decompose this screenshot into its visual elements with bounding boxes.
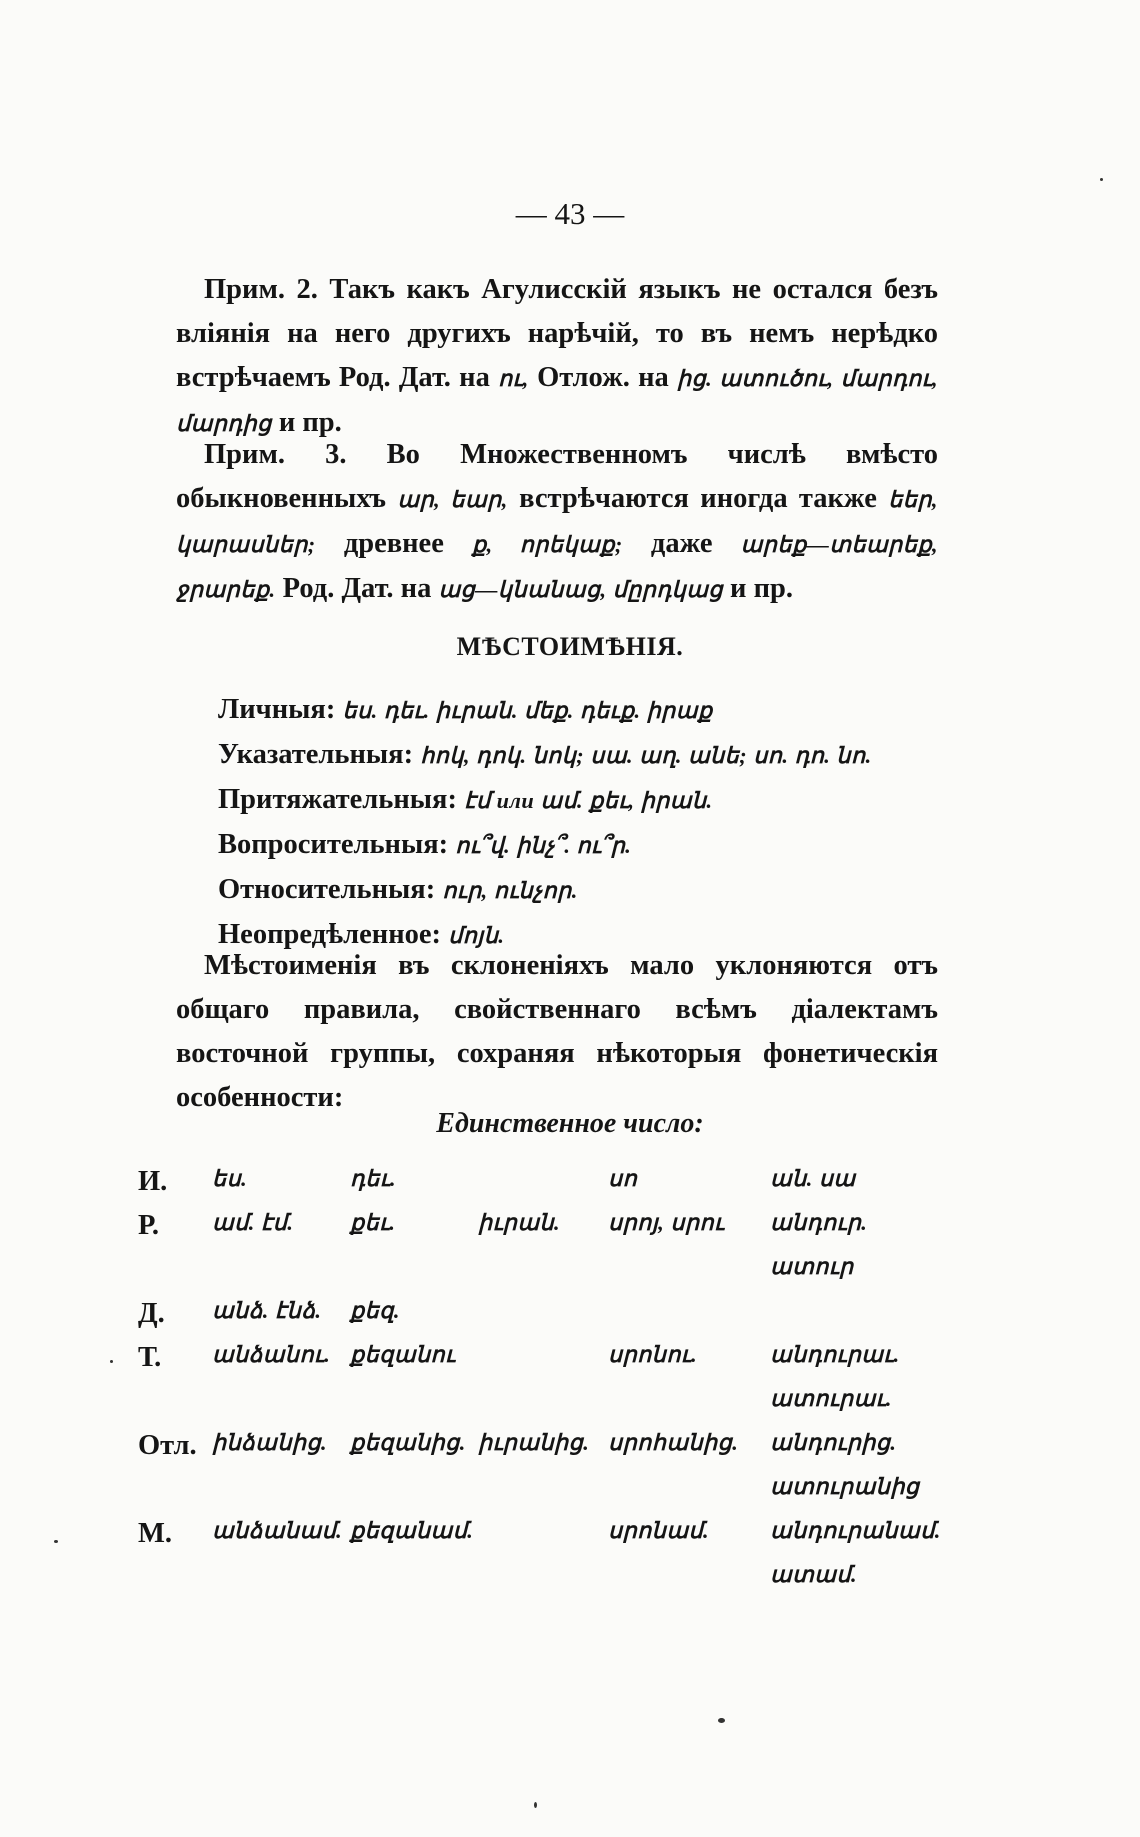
- note-2-armenian: ու,: [498, 366, 529, 391]
- note-2-label: Прим. 2.: [204, 274, 318, 305]
- case-label: Т.: [138, 1342, 162, 1373]
- table-cell: ամ. էմ.: [212, 1210, 294, 1235]
- pronoun-label: Указательныя:: [218, 739, 414, 770]
- note-3-armenian: եեր, կարասներ;: [176, 487, 938, 557]
- note-2-text: и пр.: [278, 407, 342, 438]
- print-speck: [1100, 178, 1103, 181]
- case-label: Р.: [138, 1210, 159, 1241]
- note-3-text: древнее: [343, 528, 444, 559]
- table-cell: անձ. էնձ.: [212, 1298, 322, 1323]
- pronoun-label: Личныя:: [218, 694, 336, 725]
- pronoun-forms: մոյն.: [448, 923, 505, 948]
- table-cell: սրոյ, սրու: [608, 1210, 725, 1235]
- note-3-text: Род. Дат. на: [282, 573, 432, 604]
- print-speck: [534, 1802, 537, 1808]
- intro-paragraph: [176, 944, 938, 1120]
- table-cell-variant: ատուրաւ.: [770, 1386, 892, 1411]
- pronoun-line: [218, 688, 938, 733]
- pronoun-label: Вопросительныя:: [218, 829, 449, 860]
- table-cell: ես.: [212, 1166, 248, 1191]
- print-speck: [718, 1718, 725, 1723]
- pronoun-forms: հոկ, դոկ. նոկ; սա. աղ. անե; սո. դո. նո.: [420, 743, 872, 768]
- pronoun-line: [218, 733, 938, 778]
- table-cell: անդուրանամ.: [770, 1518, 941, 1543]
- note-2-text: Такъ какъ Агулисскій языкъ не остался безъ вліянія на него другихъ нарѣчій, то въ немъ нерѣдко встрѣчаемъ Род. Дат. на: [176, 274, 938, 393]
- table-cell: ան. սա: [770, 1166, 856, 1191]
- pronoun-label: Относительныя:: [218, 874, 436, 905]
- pronoun-line: [218, 823, 938, 868]
- table-cell: անձանամ.: [212, 1518, 343, 1543]
- note-2-armenian: ից. ատուծու, մարդու, մարդից: [176, 366, 939, 436]
- table-cell-variant: ատուրանից: [770, 1474, 920, 1499]
- table-cell: քեզ.: [350, 1298, 400, 1323]
- table-cell: քեզանու: [350, 1342, 456, 1367]
- case-label: М.: [138, 1518, 173, 1549]
- table-cell: քեւ.: [350, 1210, 396, 1235]
- note-3-label: Прим. 3.: [204, 439, 347, 470]
- table-cell: անդուր.: [770, 1210, 868, 1235]
- pronoun-forms: ես. դեւ. իւրան. մեք. դեւք. իրաք: [342, 698, 713, 723]
- table-row: [138, 1518, 941, 1606]
- case-label: Отл.: [138, 1430, 197, 1461]
- pronoun-list: [218, 688, 938, 958]
- pronoun-label: Притяжательныя:: [218, 784, 457, 815]
- print-speck: [54, 1540, 58, 1543]
- table-cell: իւրան.: [478, 1210, 561, 1235]
- table-cell: անդուրից.: [770, 1430, 897, 1455]
- note-3-armenian: արեք—տեարեք, ջրարեք.: [176, 532, 939, 602]
- note-2-text: Отлож. на: [537, 362, 669, 393]
- note-3-text: даже: [650, 528, 713, 559]
- print-speck: [110, 1360, 113, 1363]
- note-3-armenian: ար, եար,: [397, 487, 508, 512]
- pronoun-line: [218, 778, 938, 823]
- table-cell: անդուրաւ.: [770, 1342, 900, 1367]
- pronoun-forms: ուր, ունչոր.: [442, 878, 578, 903]
- table-cell: իւրանից.: [478, 1430, 590, 1455]
- table-cell: անձանու.: [212, 1342, 331, 1367]
- note-3-text: Во Множественномъ числѣ вмѣсто обыкновенныхъ: [176, 439, 938, 514]
- page-number: — 43 —: [515, 196, 625, 231]
- pronoun-label: Неопредѣленное:: [218, 919, 442, 950]
- table-cell-variant: ատամ.: [770, 1562, 858, 1587]
- note-3-armenian: աց—կնանաց, մըրդկաց: [438, 577, 723, 602]
- case-label: Д.: [138, 1298, 165, 1329]
- table-cell: սո: [608, 1166, 638, 1191]
- table-cell: քեզանամ.: [350, 1518, 474, 1543]
- pronoun-forms: ու՞վ. ինչ՞. ու՞ր.: [455, 833, 632, 858]
- note-3-paragraph: [176, 433, 938, 612]
- table-cell: սրոնու.: [608, 1342, 698, 1367]
- table-cell-variant: ատուր: [770, 1254, 854, 1279]
- table-cell: ինձանից.: [212, 1430, 328, 1455]
- case-label: И.: [138, 1166, 168, 1197]
- table-cell: դեւ.: [350, 1166, 397, 1191]
- table-row: [138, 1210, 918, 1298]
- note-3-armenian: ք, որեկաք;: [472, 532, 623, 557]
- note-3-text: и пр.: [730, 573, 793, 604]
- table-cell: քեզանից.: [350, 1430, 466, 1455]
- section-title: МѢСТОИМѢНІЯ.: [456, 632, 684, 661]
- pronoun-line: [218, 868, 938, 913]
- declension-heading: Единственное число:: [436, 1108, 704, 1139]
- table-cell: սրոնամ.: [608, 1518, 710, 1543]
- table-row: [138, 1166, 918, 1210]
- table-row: [138, 1298, 918, 1342]
- declension-table: [138, 1166, 941, 1606]
- note-2-paragraph: [176, 268, 938, 446]
- note-3-text: встрѣчаются иногда также: [519, 483, 877, 514]
- table-cell: սրոհանից.: [608, 1430, 739, 1455]
- table-row: [138, 1342, 918, 1430]
- intro-text: Мѣстоименія въ склоненіяхъ мало уклоняются отъ общаго правила, свойственнаго всѣмъ діалектамъ восточной группы, сохраняя нѣкоторыя фонетическія особенности:: [176, 950, 938, 1113]
- pronoun-forms: էմ или ամ. քեւ, իրան.: [464, 788, 713, 813]
- table-row: [138, 1430, 918, 1518]
